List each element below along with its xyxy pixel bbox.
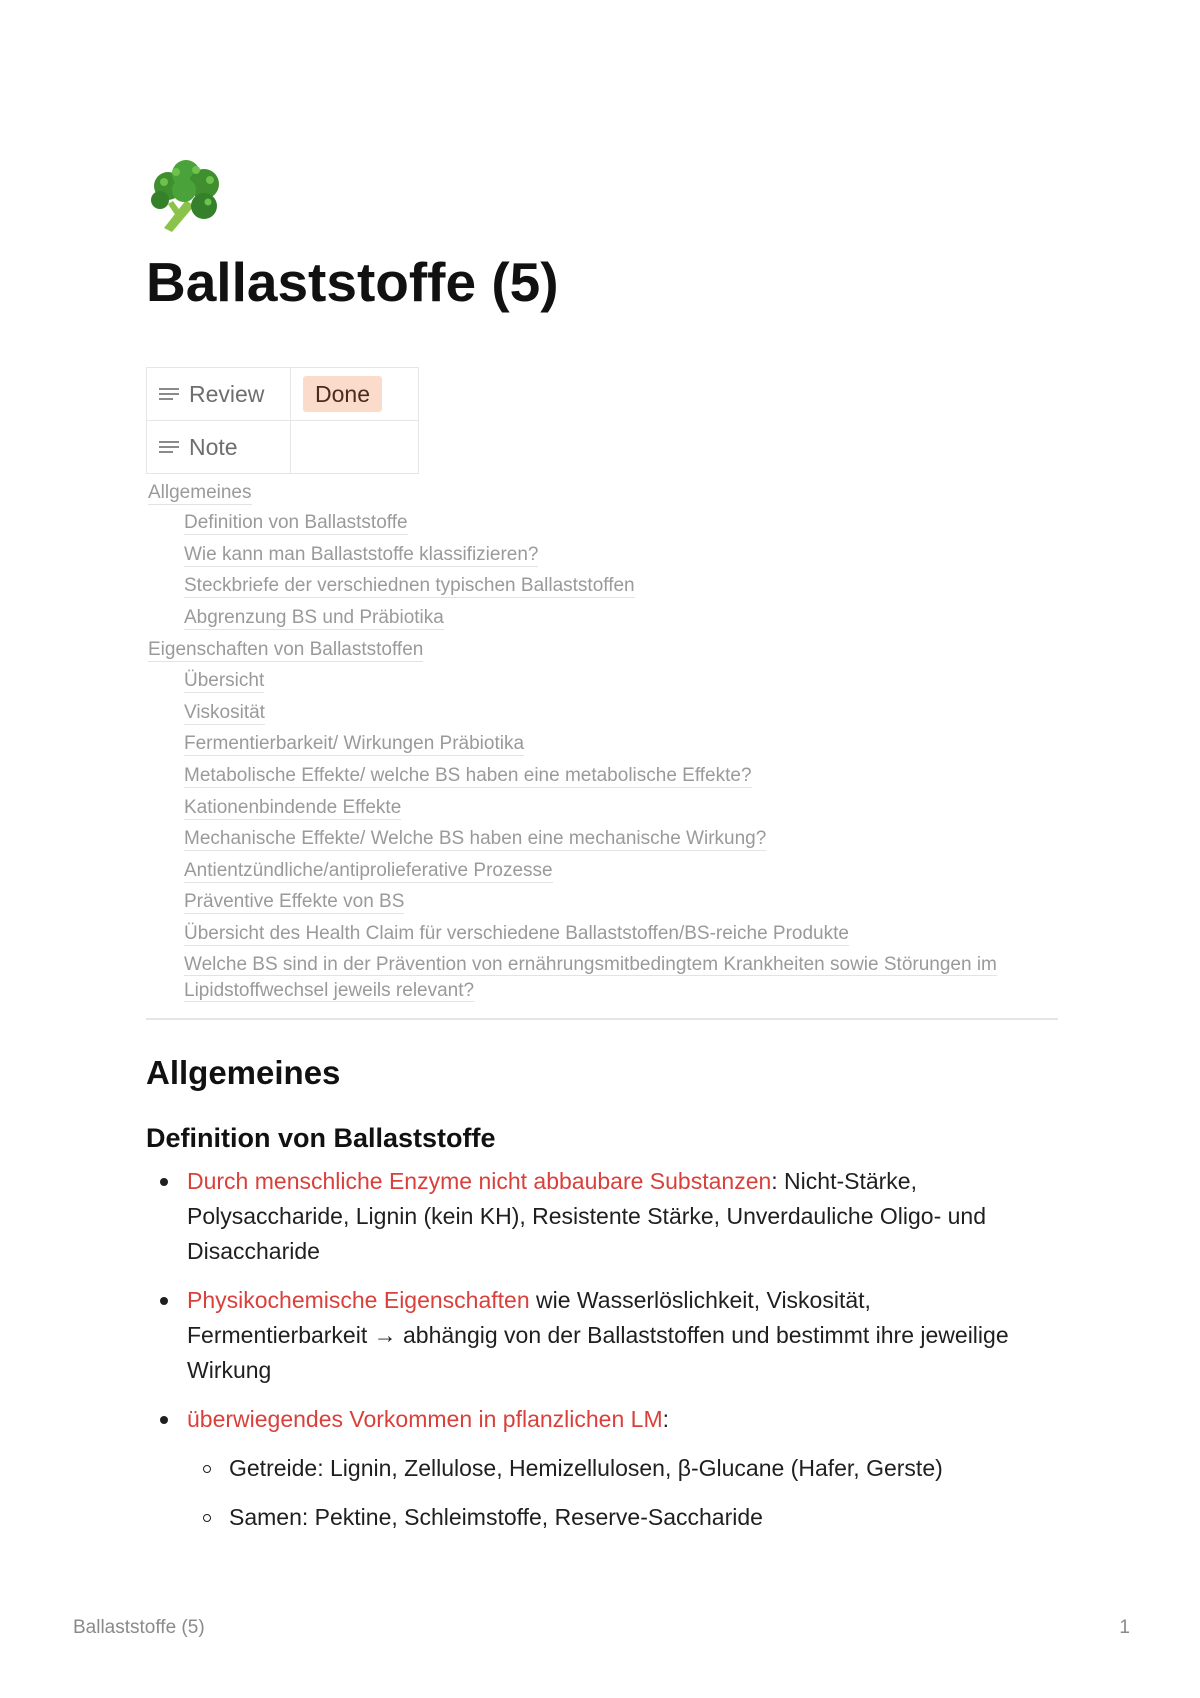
- body-text: :: [662, 1406, 669, 1432]
- list-item: [146, 1402, 1026, 1437]
- toc-link[interactable]: Antientzündliche/antiprolieferative Prozesse: [184, 860, 553, 881]
- section-heading: Allgemeines: [146, 1054, 341, 1091]
- properties-table: [146, 367, 419, 474]
- toc-link[interactable]: Definition von Ballaststoffe: [184, 512, 408, 533]
- toc-link[interactable]: Steckbriefe der verschiednen typischen Ballaststoffen: [184, 575, 635, 596]
- property-row-note: [147, 421, 419, 474]
- toc-link[interactable]: Präventive Effekte von BS: [184, 891, 405, 912]
- body-text: : Nicht-Stärke, Polysaccharide, Lignin (kein KH), Resistente Stärke, Unverdauliche Oligo- und Disaccharide: [187, 1168, 987, 1264]
- page-title: Ballaststoffe (5): [146, 251, 559, 313]
- toc-link[interactable]: Metabolische Effekte/ welche BS haben eine metabolische Effekte?: [184, 765, 752, 786]
- bullet-list: [146, 1164, 1026, 1549]
- toc-link[interactable]: Kationenbindende Effekte: [184, 797, 402, 818]
- property-key-label: Note: [189, 433, 238, 460]
- status-badge: Done: [303, 376, 382, 412]
- list-lines-icon: [159, 440, 179, 454]
- footer-title: Ballaststoffe (5): [73, 1617, 205, 1638]
- toc-link[interactable]: Eigenschaften von Ballaststoffen: [148, 639, 424, 660]
- hollow-bullet-icon: [203, 1465, 211, 1473]
- toc-link[interactable]: Welche BS sind in der Prävention von ernährungsmitbedingtem Krankheiten sowie Störungen im Lipidstoffwechsel jeweils relevant?: [184, 954, 997, 1001]
- toc-link[interactable]: Allgemeines: [148, 482, 252, 503]
- toc-link[interactable]: Übersicht: [184, 670, 265, 691]
- bullet-icon: [160, 1178, 168, 1186]
- bullet-icon: [160, 1297, 168, 1305]
- list-item: [146, 1283, 1026, 1388]
- divider: [146, 1018, 1058, 1020]
- list-lines-icon: [159, 387, 179, 401]
- toc-link[interactable]: Fermentierbarkeit/ Wirkungen Präbiotika: [184, 733, 525, 754]
- hollow-bullet-icon: [203, 1514, 211, 1522]
- page-number: 1: [1119, 1617, 1130, 1638]
- toc-link[interactable]: Übersicht des Health Claim für verschiedene Ballaststoffen/BS-reiche Produkte: [184, 923, 849, 944]
- property-value-review[interactable]: [291, 368, 419, 421]
- highlight-text: Physikochemische Eigenschaften: [187, 1287, 530, 1313]
- list-item: [146, 1164, 1026, 1269]
- bullet-icon: [160, 1416, 168, 1424]
- property-key-note[interactable]: [147, 421, 291, 474]
- subsection-heading: Definition von Ballaststoffe: [146, 1123, 496, 1153]
- sub-list-item: [146, 1451, 1026, 1486]
- highlight-text: überwiegendes Vorkommen in pflanzlichen LM: [187, 1406, 663, 1432]
- broccoli-icon: [146, 156, 226, 236]
- toc-link[interactable]: Mechanische Effekte/ Welche BS haben eine mechanische Wirkung?: [184, 828, 767, 849]
- toc-link[interactable]: Abgrenzung BS und Präbiotika: [184, 607, 444, 628]
- body-text: Samen: Pektine, Schleimstoffe, Reserve-Saccharide: [229, 1504, 763, 1530]
- toc-link[interactable]: Wie kann man Ballaststoffe klassifizieren?: [184, 544, 539, 565]
- body-text: wie Wasserlöslichkeit, Viskosität, Fermentierbarkeit → abhängig von der Ballaststoffen und bestimmt ihre jeweilige Wirkung: [187, 1287, 1009, 1383]
- toc-link[interactable]: Viskosität: [184, 702, 265, 723]
- sub-list-item: [146, 1500, 1026, 1535]
- body-text: Getreide: Lignin, Zellulose, Hemizellulosen, β-Glucane (Hafer, Gerste): [229, 1455, 943, 1481]
- property-value-note[interactable]: [291, 421, 419, 474]
- property-key-review[interactable]: [147, 368, 291, 421]
- property-key-label: Review: [189, 380, 265, 407]
- highlight-text: Durch menschliche Enzyme nicht abbaubare Substanzen: [187, 1168, 772, 1194]
- property-row-review: [147, 368, 419, 421]
